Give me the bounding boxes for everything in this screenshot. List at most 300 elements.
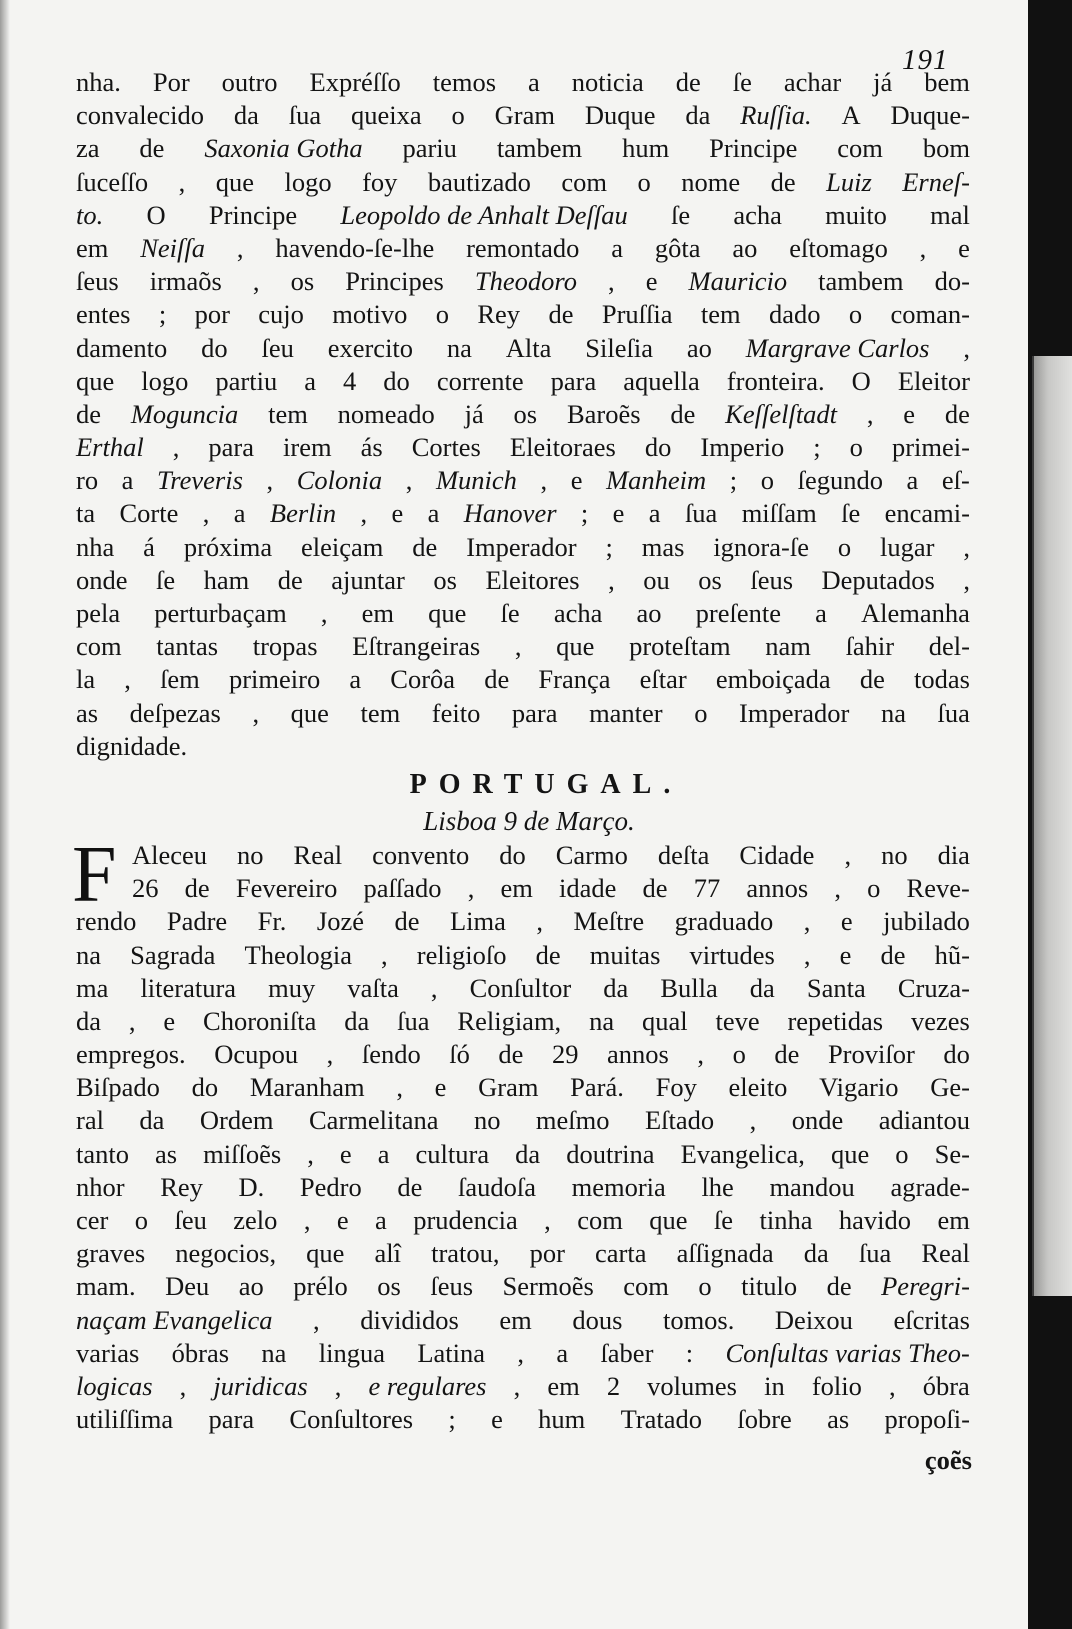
word: Vigario — [819, 1072, 899, 1103]
word: Sermoẽs — [502, 1271, 594, 1302]
word: no — [237, 839, 264, 870]
word: ſe — [670, 199, 691, 230]
italic-word: Manheim — [606, 465, 707, 496]
word: encami- — [884, 498, 970, 529]
word: ſua — [684, 498, 718, 529]
text-line — [76, 564, 970, 597]
word: e — [570, 465, 583, 496]
word: na — [589, 1005, 615, 1036]
word: ſendo — [361, 1039, 421, 1070]
word: em — [76, 232, 109, 263]
word: nome — [681, 166, 741, 197]
word: do — [201, 332, 228, 363]
word: Duque — [584, 100, 656, 131]
italic-word: Erthal — [76, 432, 144, 463]
word: para — [550, 365, 597, 396]
italic-word: Ruſſia. — [740, 100, 812, 131]
word: vezes — [911, 1005, 970, 1036]
text-line — [76, 398, 970, 431]
word: , — [266, 465, 274, 496]
word: Aleceu — [132, 839, 208, 870]
word: que — [306, 1238, 345, 1269]
word: do — [644, 432, 672, 463]
word: que — [830, 1138, 870, 1169]
word: hum — [538, 1404, 586, 1435]
word: Eleitoraes — [509, 432, 616, 463]
word: religioſo — [416, 939, 507, 970]
word: corrente — [436, 365, 524, 396]
word: nha — [76, 531, 115, 562]
word: muito — [825, 199, 887, 230]
word: alî — [374, 1238, 401, 1269]
word: , — [179, 1370, 187, 1401]
text-line — [76, 298, 970, 331]
word: o — [698, 1271, 712, 1302]
word: em — [361, 598, 394, 628]
word: Sileſia — [585, 332, 653, 363]
word: titulo — [741, 1271, 798, 1302]
word: Pruſſia — [601, 299, 673, 330]
word: noticia — [571, 67, 644, 97]
word: fronteira. — [726, 365, 825, 396]
italic-word: Leopoldo de Anhalt Deſſau — [340, 199, 628, 230]
word: tanto — [76, 1138, 129, 1169]
word: ajuntar — [331, 564, 405, 595]
word: Rey — [160, 1171, 203, 1202]
word: ſeus — [750, 564, 794, 595]
word: Eſtado — [644, 1105, 715, 1136]
word: ma — [76, 972, 109, 1003]
word: do — [191, 1072, 219, 1103]
word: idade — [559, 873, 617, 904]
word: , — [963, 531, 970, 562]
word: as — [155, 1138, 178, 1169]
word: que — [290, 697, 329, 728]
drop-cap-initial: F — [72, 830, 117, 919]
word: a — [427, 498, 440, 529]
word: Gram — [494, 100, 555, 131]
word: da — [685, 100, 711, 131]
word: Imperador — [739, 697, 850, 728]
word: logo — [284, 166, 332, 197]
word: e — [645, 266, 658, 297]
word: de — [944, 398, 970, 429]
word: em — [499, 1304, 532, 1335]
word: Imperador — [466, 531, 577, 562]
word: que — [649, 1205, 688, 1235]
text-line — [76, 730, 970, 763]
word: França — [538, 664, 611, 695]
word: Maranham — [249, 1072, 365, 1103]
word: ſeus — [76, 266, 119, 297]
word: , — [803, 906, 811, 937]
word: em — [500, 873, 533, 904]
word: o — [435, 299, 449, 330]
word: Theologia — [244, 939, 352, 970]
word: e — [839, 939, 852, 970]
word: Latina — [417, 1337, 486, 1368]
word: onde — [791, 1105, 844, 1136]
word: carta — [595, 1238, 647, 1269]
word: ; — [580, 498, 589, 529]
italic-word: Luiz — [826, 166, 872, 197]
word: perturbaçam — [154, 598, 287, 628]
word: agrade- — [890, 1171, 970, 1202]
word: ſeu — [174, 1205, 207, 1235]
word: com — [837, 133, 883, 164]
word: tem — [268, 398, 308, 429]
word: virtudes — [689, 939, 775, 970]
word: na — [76, 939, 102, 970]
word: partiu — [215, 365, 278, 396]
catchword: çoẽs — [924, 1445, 972, 1476]
word: , — [697, 1039, 705, 1070]
word: 4 — [343, 365, 357, 396]
word: pela — [76, 598, 121, 628]
word: eſtar — [639, 664, 687, 695]
word: dous — [572, 1304, 623, 1335]
word: tem — [360, 697, 401, 728]
word: o — [848, 299, 863, 330]
word: varias — [76, 1337, 140, 1368]
italic-word: Hanover — [463, 498, 557, 529]
word: aſſignada — [676, 1238, 774, 1269]
word: graves — [76, 1238, 146, 1269]
word: Cruza- — [897, 972, 970, 1003]
word: ; — [158, 299, 167, 330]
word: convento — [372, 839, 470, 870]
word: , — [517, 1337, 524, 1368]
word: entes — [76, 299, 131, 330]
text-line — [76, 905, 970, 938]
word: muitas — [589, 939, 661, 970]
word: Imperio — [700, 432, 785, 463]
word: irem — [283, 432, 332, 463]
word: ſegundo — [797, 465, 883, 496]
word: Deputados — [821, 564, 935, 595]
word: do- — [934, 266, 970, 297]
word: motivo — [332, 299, 408, 330]
word: hum — [622, 133, 670, 164]
word: lhe — [701, 1171, 734, 1202]
word: Eleitor — [897, 365, 970, 396]
word: mal — [930, 199, 970, 230]
word: emboiçada — [715, 664, 831, 695]
word: vaſta — [347, 972, 399, 1003]
word: , — [307, 1138, 314, 1169]
italic-word: Conſultas varias Theo- — [725, 1337, 970, 1368]
word: jubilado — [883, 906, 970, 937]
word: todas — [914, 664, 970, 695]
word: Proviſor — [827, 1039, 915, 1070]
word: havendo-ſe-lhe — [275, 232, 435, 263]
word: gôta — [654, 232, 701, 263]
word: no — [473, 1105, 501, 1136]
word: do — [943, 1039, 970, 1070]
word: , — [963, 564, 970, 595]
word: tomos. — [662, 1304, 735, 1335]
word: Fr. — [257, 906, 287, 937]
word: graduado — [674, 906, 774, 937]
text-line — [76, 872, 970, 905]
word: 2 — [606, 1370, 621, 1401]
word: bem — [924, 67, 970, 97]
word: , — [866, 398, 874, 429]
word: eleito — [728, 1072, 788, 1103]
word: , — [334, 1370, 342, 1401]
word: para — [208, 432, 254, 463]
page-number: 191 — [902, 44, 949, 76]
word: , — [544, 1205, 551, 1235]
word: ſua — [937, 697, 970, 728]
word: bom — [922, 133, 970, 164]
word: de — [498, 1039, 524, 1070]
word: a — [906, 465, 919, 496]
text-line — [76, 1237, 970, 1270]
word: , — [919, 232, 927, 263]
word: de — [397, 1171, 423, 1202]
word: mandou — [769, 1171, 855, 1202]
word: , — [178, 166, 186, 197]
word: , — [467, 873, 475, 904]
word: Foy — [655, 1072, 697, 1103]
word: feito — [431, 697, 481, 728]
word: em — [547, 1370, 580, 1401]
word: ſó — [449, 1039, 470, 1070]
word: de — [774, 1039, 800, 1070]
word: ſem — [160, 664, 200, 695]
word: Corôa — [390, 664, 456, 695]
word: D. — [238, 1171, 265, 1202]
word: da — [749, 972, 775, 1003]
word: Meſtre — [573, 906, 645, 937]
word: dado — [769, 299, 821, 330]
word: acha — [553, 598, 603, 628]
text-line — [76, 839, 970, 872]
word: ás — [360, 432, 383, 463]
text-line — [76, 99, 970, 132]
word: acha — [733, 199, 782, 230]
word: folio — [811, 1370, 862, 1401]
word: o — [694, 697, 708, 728]
word: empregos. — [76, 1039, 186, 1070]
word: ſobre — [737, 1404, 792, 1435]
word: Conſultores — [289, 1404, 414, 1435]
word: hũ- — [934, 939, 970, 970]
word: muy — [268, 972, 316, 1003]
text-line — [76, 1403, 970, 1436]
word: teve — [715, 1005, 760, 1036]
italic-word: to. — [76, 199, 104, 230]
word: onde — [76, 564, 128, 595]
word: primeiro — [228, 664, 321, 695]
word: ral — [76, 1105, 104, 1136]
word: Bulla — [660, 972, 718, 1003]
word: Ordem — [199, 1105, 274, 1136]
italic-word: Keſſelſtadt — [725, 398, 838, 429]
word: eſcritas — [893, 1304, 970, 1335]
word: divididos — [360, 1304, 459, 1335]
word: meſmo — [535, 1105, 610, 1136]
word: , — [381, 939, 388, 970]
word: ſua — [397, 1005, 430, 1036]
text-line — [76, 1337, 970, 1370]
word: da — [76, 1005, 102, 1036]
word: , — [536, 906, 543, 937]
text-line — [76, 166, 970, 199]
word: ro — [76, 465, 99, 496]
word: no — [881, 839, 908, 870]
word: Cidade — [739, 839, 815, 870]
word: outro — [221, 67, 278, 97]
word: ſua — [858, 1238, 892, 1269]
word: O — [146, 199, 166, 230]
word: Carmelitana — [308, 1105, 439, 1136]
word: logo — [141, 365, 189, 396]
word: , — [514, 631, 522, 662]
word: a — [121, 465, 134, 496]
paragraph-lines — [76, 839, 970, 1436]
text-line — [76, 132, 970, 165]
word: dignidade. — [76, 730, 188, 761]
word: o — [867, 873, 881, 904]
word: , — [326, 1039, 334, 1070]
text-line — [76, 497, 970, 530]
word: Duque- — [890, 100, 970, 131]
word: Baroẽs — [566, 398, 641, 429]
word: a — [527, 67, 540, 97]
word: que — [76, 365, 115, 396]
word: prudencia — [413, 1205, 518, 1235]
word: Por — [152, 67, 190, 97]
word: por — [529, 1238, 565, 1269]
italic-word: Neiſſa — [140, 232, 205, 263]
text-line — [76, 1071, 970, 1104]
word: e — [612, 498, 625, 529]
word: lugar — [880, 531, 935, 562]
word: Rey — [477, 299, 521, 330]
word: annos — [607, 1039, 669, 1070]
text-line — [76, 531, 970, 564]
word: da — [344, 1005, 370, 1036]
word: Reve- — [906, 873, 970, 904]
word: ; — [605, 531, 613, 562]
word: ; — [729, 465, 738, 496]
word: o — [732, 1039, 746, 1070]
word: convalecido — [76, 100, 205, 131]
word: de — [184, 873, 210, 904]
word: deſpezas — [129, 697, 221, 728]
word: , — [963, 332, 970, 363]
italic-word: Saxonia Gotha — [204, 133, 363, 164]
word: , — [430, 972, 438, 1003]
word: proteſtam — [629, 631, 731, 662]
word: ſe — [841, 498, 861, 529]
word: ſe — [500, 598, 520, 628]
word: temos — [432, 67, 497, 97]
word: e — [903, 398, 916, 429]
text-line — [76, 1171, 970, 1204]
word: : — [685, 1337, 694, 1368]
word: remontado — [466, 232, 580, 263]
word: 26 — [132, 873, 159, 904]
italic-word: Moguncia — [130, 398, 239, 429]
word: , — [252, 266, 260, 297]
word: a — [304, 365, 317, 396]
word: , — [540, 465, 548, 496]
word: na — [261, 1337, 287, 1368]
word: a — [556, 1337, 569, 1368]
word: Choroniſta — [203, 1005, 317, 1036]
word: o — [451, 100, 465, 131]
text-line — [76, 1370, 970, 1403]
word: do — [383, 365, 410, 396]
word: de — [675, 67, 701, 97]
word: com — [561, 166, 608, 197]
word: tambem — [496, 133, 583, 164]
word: Tratado — [620, 1404, 703, 1435]
word: , — [803, 939, 811, 970]
word: exercito — [327, 332, 414, 363]
word: Fevereiro — [235, 873, 338, 904]
word: eſtomago — [789, 232, 888, 263]
word: a — [815, 598, 827, 628]
italic-word: Munich — [435, 465, 517, 496]
text-line — [76, 1304, 970, 1337]
word: a — [377, 1138, 390, 1169]
word: cujo — [258, 299, 304, 330]
word: Evangelica, — [680, 1138, 805, 1169]
word: Real — [921, 1238, 970, 1269]
word: já — [464, 398, 484, 429]
word: da — [139, 1105, 165, 1136]
dateline: Lisboa 9 de Março. — [423, 805, 635, 836]
word: Pedro — [299, 1171, 362, 1202]
text-line — [76, 431, 970, 464]
italic-word: Mauricio — [688, 266, 788, 297]
word: a — [611, 232, 624, 263]
word: que — [428, 598, 467, 628]
word: Gram — [478, 1072, 539, 1103]
word: por — [194, 299, 230, 330]
italic-word: Erneſ- — [902, 166, 970, 197]
word: e — [339, 1138, 352, 1169]
word: com — [76, 631, 122, 662]
word: Se- — [934, 1138, 970, 1169]
word: ao — [732, 232, 758, 263]
word: Principe — [709, 133, 798, 164]
word: , — [405, 465, 413, 496]
word: A — [841, 100, 861, 131]
word: mas — [641, 531, 685, 562]
section-heading: PORTUGAL. — [409, 768, 683, 800]
word: , — [320, 598, 328, 628]
word: ſuceſſo — [76, 166, 149, 197]
italic-word: logicas — [76, 1370, 153, 1401]
word: a — [349, 664, 362, 695]
word: as — [827, 1404, 850, 1435]
word: 29 — [551, 1039, 579, 1070]
word: lingua — [318, 1337, 385, 1368]
word: bautizado — [427, 166, 531, 197]
italic-word: naçam Evangelica — [76, 1304, 273, 1335]
italic-word: Treveris — [157, 465, 243, 496]
text-line — [76, 1104, 970, 1137]
word: aquella — [623, 365, 700, 396]
word: de — [859, 664, 885, 695]
word: os — [290, 266, 315, 297]
word: preſente — [695, 598, 781, 628]
